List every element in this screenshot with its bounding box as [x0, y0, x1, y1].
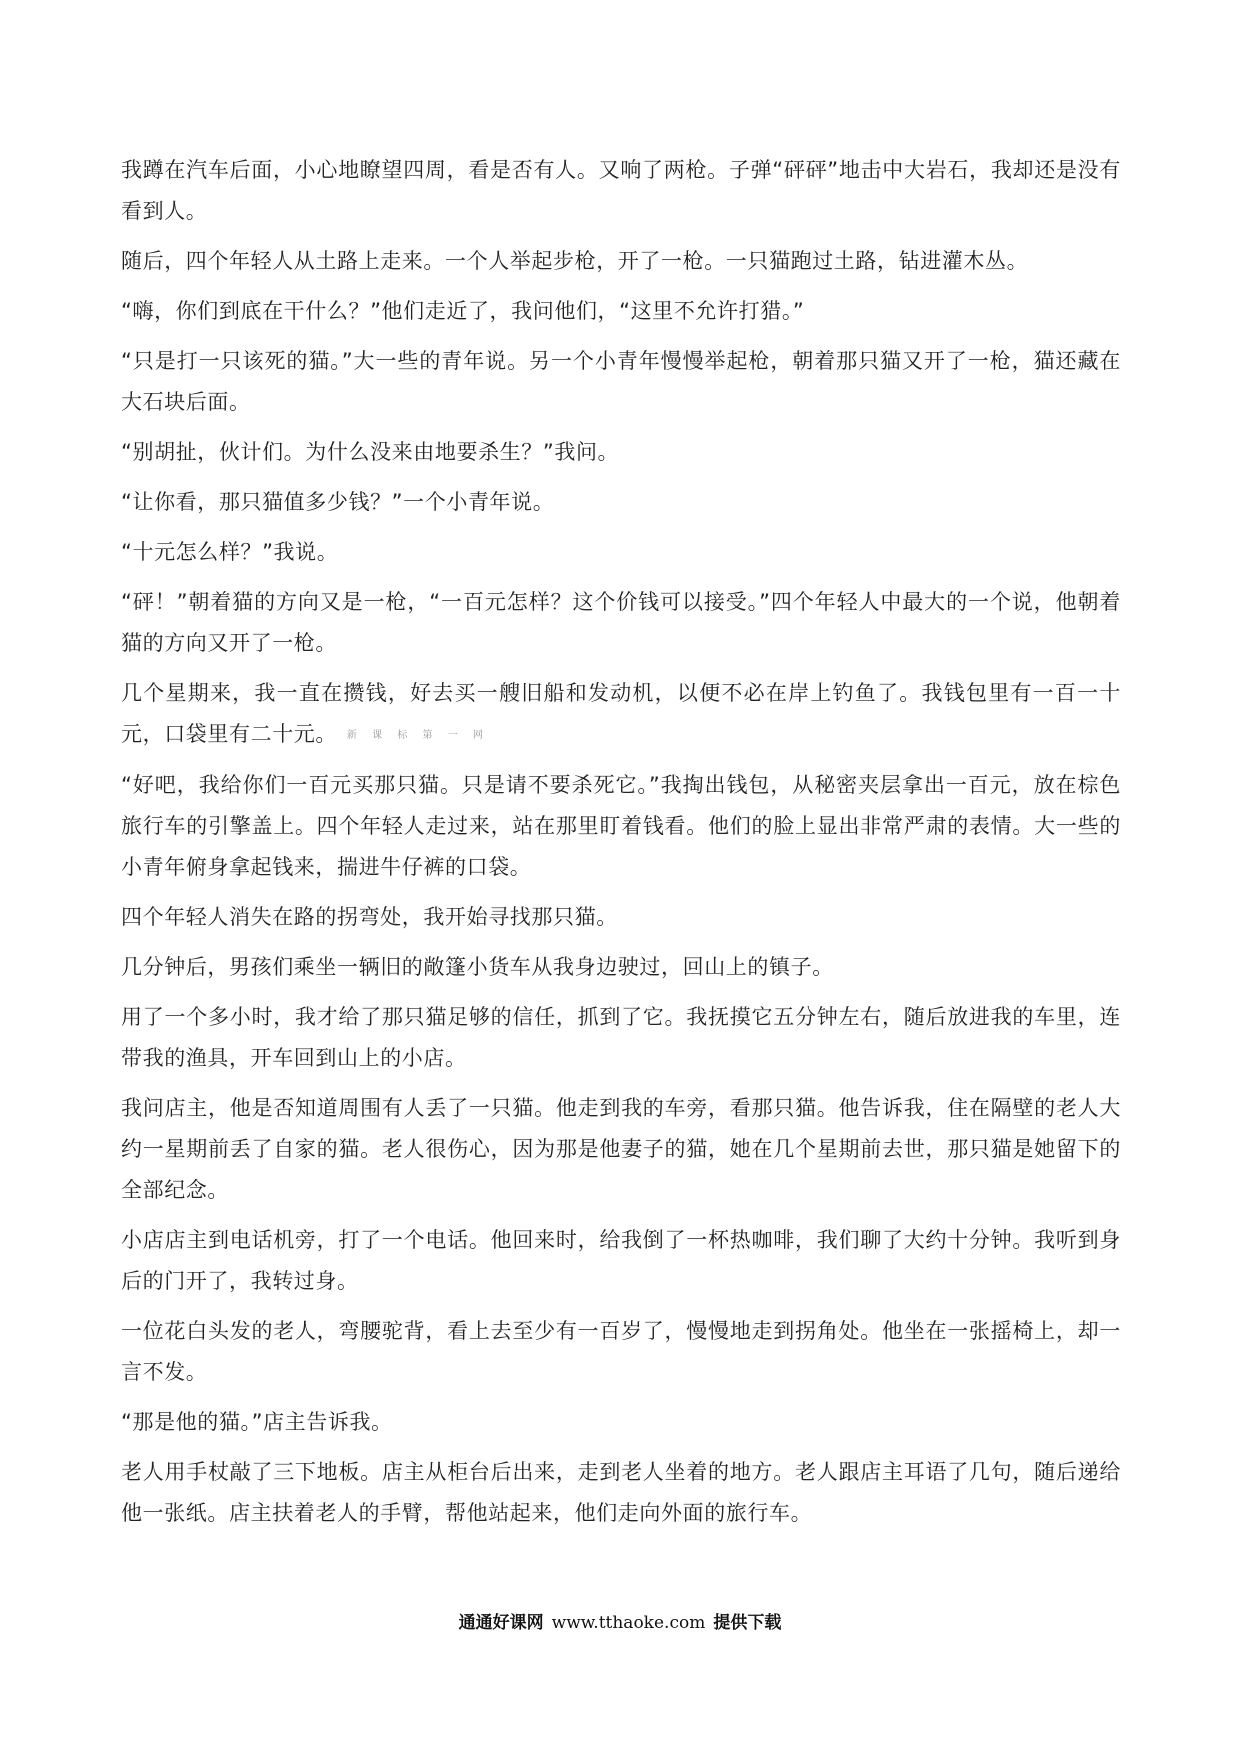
paragraph: “让你看，那只猫值多少钱？”一个小青年说。	[121, 490, 555, 514]
paragraph: 四个年轻人消失在路的拐弯处，我开始寻找那只猫。	[121, 904, 618, 929]
paragraph: 我问店主，他是否知道周围有人丢了一只猫。他走到我的车旁，看那只猫。他告诉我，住在隔壁的老人大约一星期前丢了自家的猫。老人很伤心，因为那是他妻子的猫，她在几个星期前去世，那只猫是她留下的全部纪念。	[121, 1095, 1121, 1202]
paragraph: “只是打一只该死的猫。”大一些的青年说。另一个小青年慢慢举起枪，朝着那只猫又开了一枪，猫还藏在大石块后面。	[121, 349, 1121, 414]
paragraph: “别胡扯，伙计们。为什么没来由地要杀生？”我问。	[121, 440, 620, 464]
body-text	[121, 150, 1121, 1543]
paragraph: 几个星期来，我一直在攒钱，好去买一艘旧船和发动机，以便不必在岸上钓鱼了。我钱包里有一百一十元，口袋里有二十元。	[121, 681, 1121, 746]
footer-site-name: 通通好课网	[458, 1613, 544, 1633]
paragraph: 老人用手杖敲了三下地板。店主从柜台后出来，走到老人坐着的地方。老人跟店主耳语了几句，随后递给他一张纸。店主扶着老人的手臂，帮他站起来，他们走向外面的旅行车。	[121, 1459, 1121, 1525]
paragraph: 一位花白头发的老人，弯腰驼背，看上去至少有一百岁了，慢慢地走到拐角处。他坐在一张摇椅上，却一言不发。	[121, 1318, 1121, 1384]
paragraph: 我蹲在汽车后面，小心地瞭望四周，看是否有人。又响了两枪。子弹“砰砰”地击中大岩石，我却还是没有看到人。	[121, 158, 1121, 223]
paragraph: “砰！”朝着猫的方向又是一枪，“一百元怎样？这个价钱可以接受。”四个年轻人中最大的一个说，他朝着猫的方向又开了一枪。	[121, 590, 1121, 655]
paragraph: 用了一个多小时，我才给了那只猫足够的信任，抓到了它。我抚摸它五分钟左右，随后放进我的车里，连带我的渔具，开车回到山上的小店。	[121, 1004, 1121, 1070]
paragraph: “那是他的猫。”店主告诉我。	[121, 1409, 393, 1434]
paragraph: “十元怎么样？”我说。	[121, 540, 339, 564]
paragraph: “嗨，你们到底在干什么？”他们走近了，我问他们，“这里不允许打猎。”	[121, 299, 805, 323]
paragraph-with-watermark	[121, 673, 1121, 756]
paragraph: “好吧，我给你们一百元买那只猫。只是请不要杀死它。”我掏出钱包，从秘密夹层拿出一百元，放在棕色旅行车的引擎盖上。四个年轻人走过来，站在那里盯着钱看。他们的脸上显出非常严肃的表情。大一些的小青年俯身拿起钱来，揣进牛仔裤的口袋。	[121, 772, 1121, 879]
page-footer	[0, 1608, 1240, 1633]
paragraph: 几分钟后，男孩们乘坐一辆旧的敞篷小货车从我身边驶过，回山上的镇子。	[121, 954, 834, 979]
paragraph: 随后，四个年轻人从土路上走来。一个人举起步枪，开了一枪。一只猫跑过土路，钻进灌木丛。	[121, 249, 1029, 273]
paragraph: 小店店主到电话机旁，打了一个电话。他回来时，给我倒了一杯热咖啡，我们聊了大约十分钟。我听到身后的门开了，我转过身。	[121, 1227, 1121, 1293]
watermark-text: 新 课 标 第 一 网	[347, 729, 489, 741]
footer-suffix: 提供下载	[713, 1613, 782, 1633]
footer-url[interactable]: www.tthaoke.com	[551, 1613, 706, 1633]
